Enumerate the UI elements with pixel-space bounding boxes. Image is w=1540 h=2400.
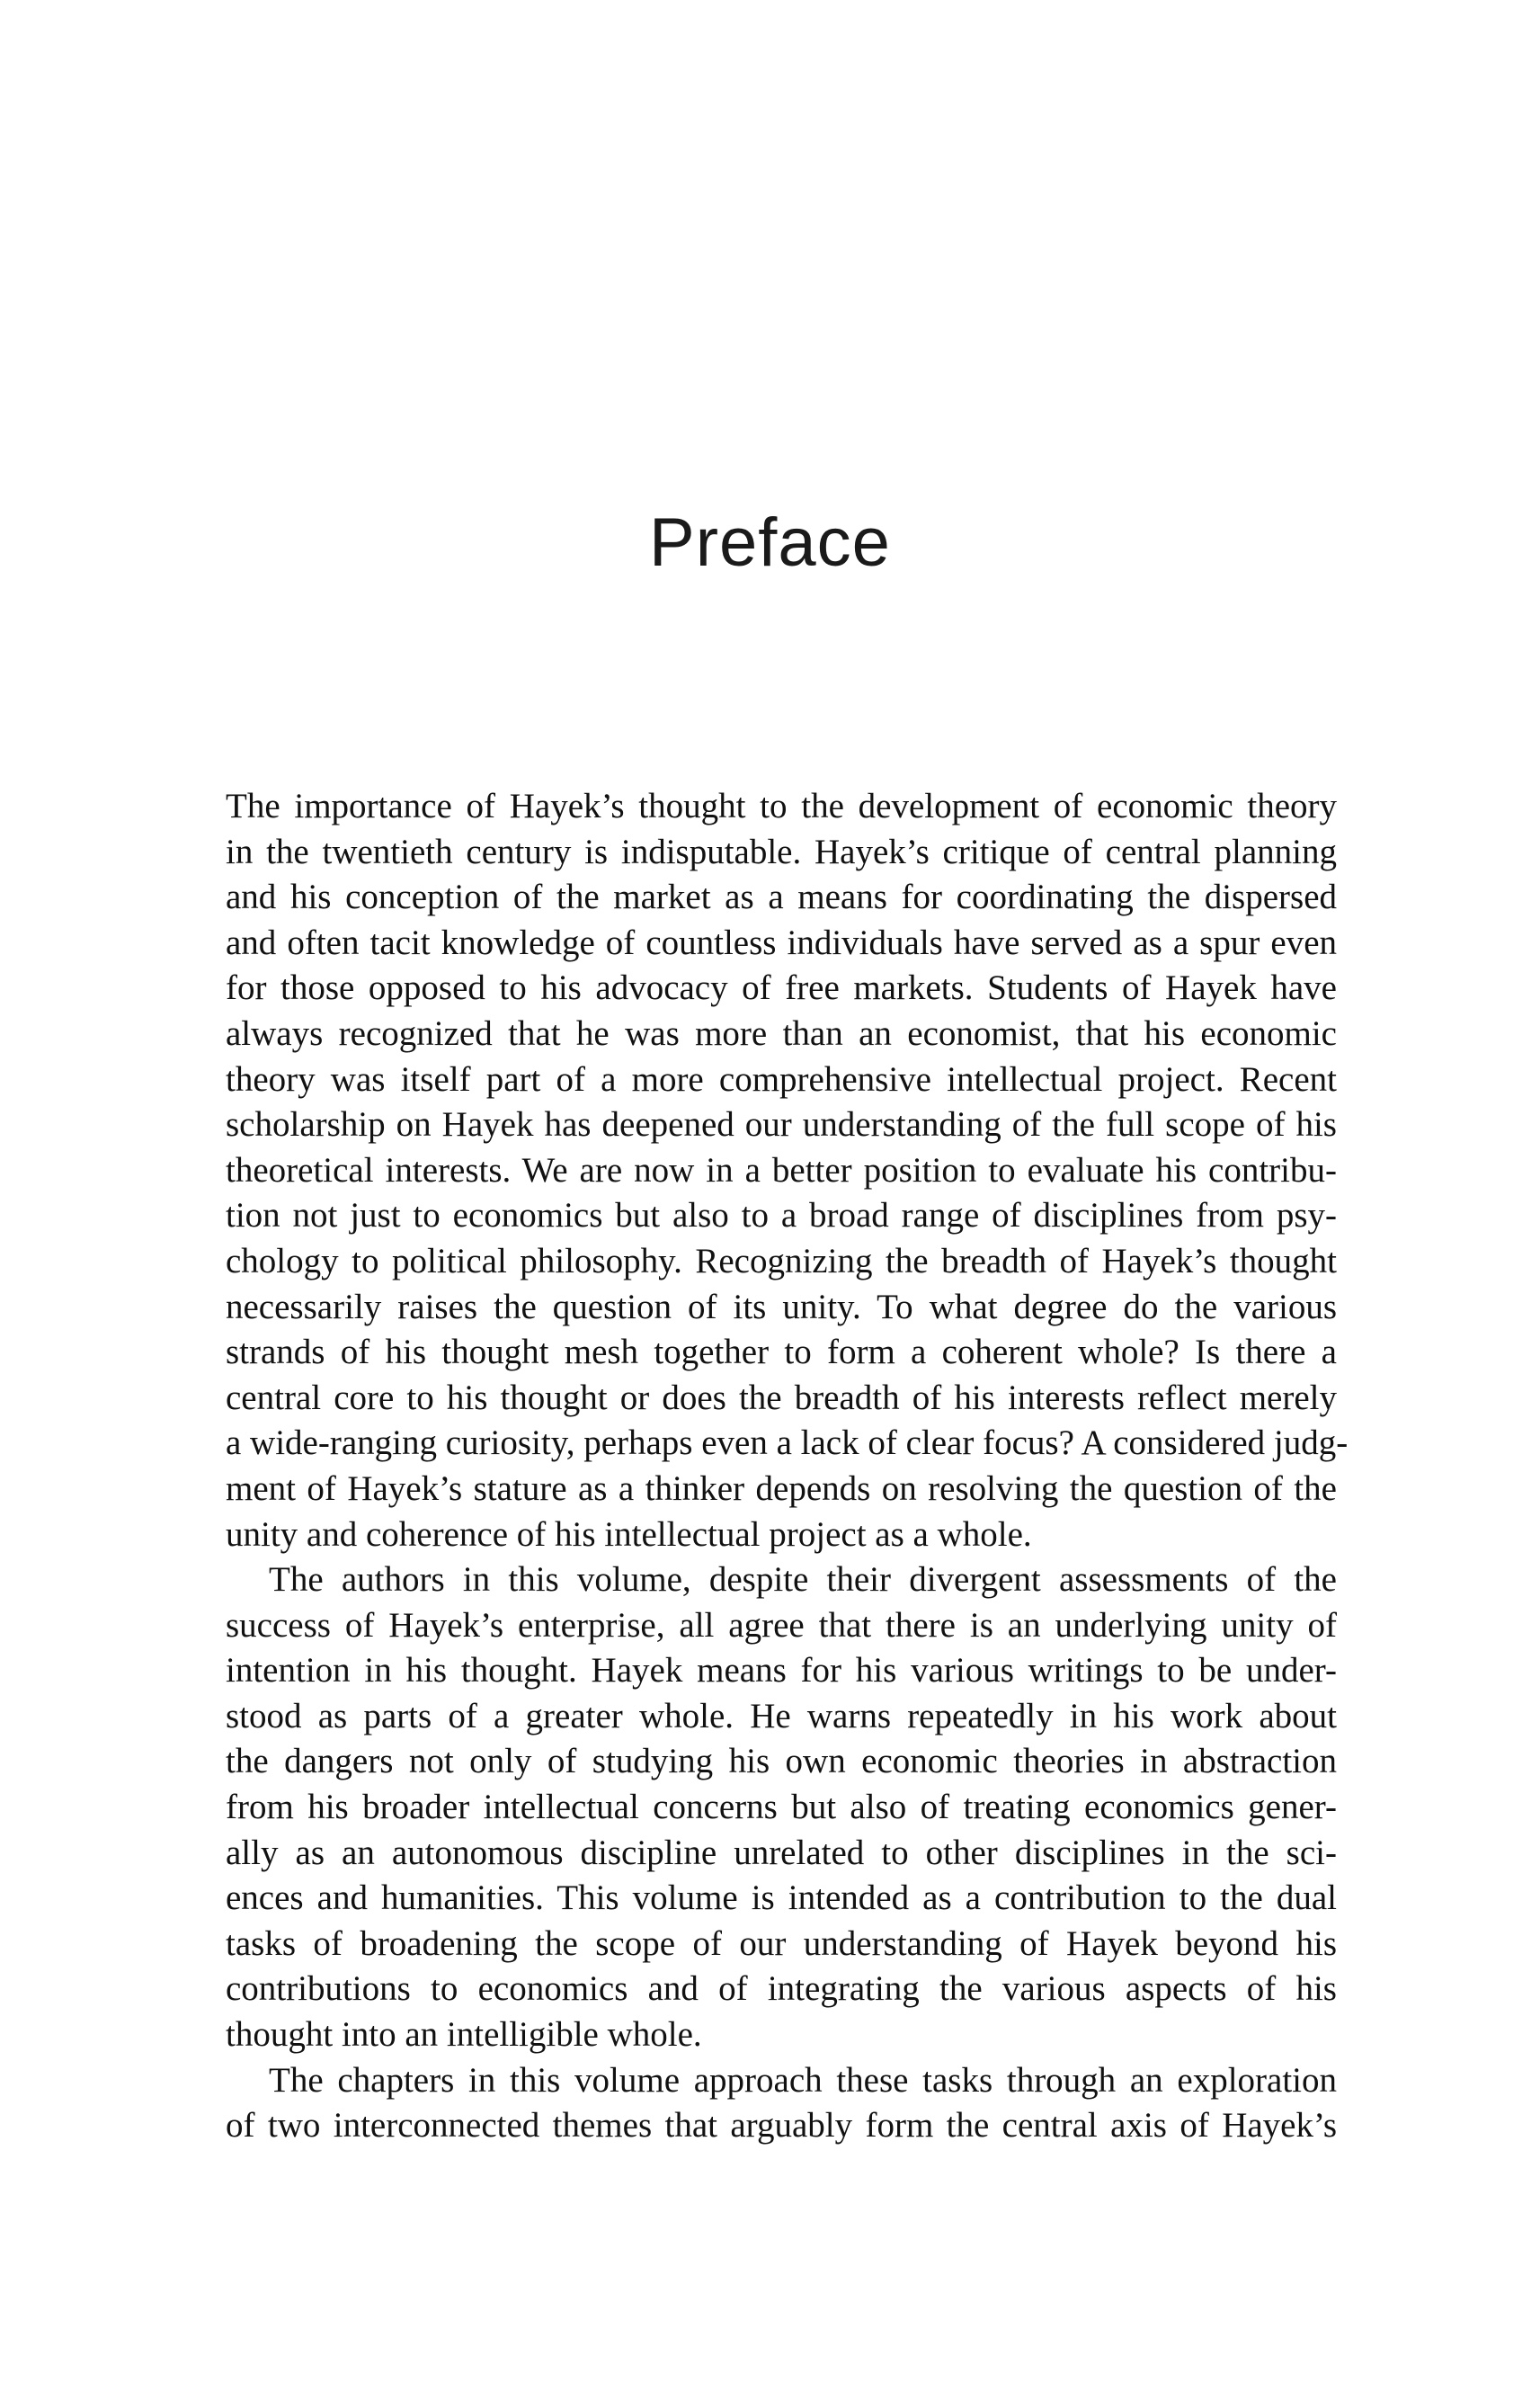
text-line: chology to political philosophy. Recognizing the breadth of Hayek’s thought bbox=[226, 1241, 1337, 1280]
text-line: of two interconnected themes that arguably form the central axis of Hayek’s bbox=[226, 2106, 1337, 2146]
text-line: intention in his thought. Hayek means for his various writings to be under- bbox=[226, 1651, 1337, 1691]
text-line: scholarship on Hayek has deepened our understanding of the full scope of his bbox=[226, 1105, 1337, 1145]
text-line: The importance of Hayek’s thought to the development of economic theory bbox=[226, 787, 1337, 825]
text-line: The chapters in this volume approach these tasks through an exploration bbox=[269, 2060, 1337, 2100]
text-line: necessarily raises the question of its unity. To what degree do the various bbox=[226, 1287, 1337, 1326]
text-line: the dangers not only of studying his own economic theories in abstraction bbox=[226, 1742, 1337, 1781]
text-line: for those opposed to his advocacy of free markets. Students of Hayek have bbox=[226, 968, 1337, 1008]
text-line: tasks of broadening the scope of our understanding of Hayek beyond his bbox=[226, 1923, 1337, 1963]
text-line: and his conception of the market as a means for coordinating the dispersed bbox=[226, 878, 1337, 917]
text-line: contributions to economics and of integrating the various aspects of his bbox=[226, 1969, 1337, 2009]
text-line: stood as parts of a greater whole. He warns repeatedly in his work about bbox=[226, 1696, 1337, 1735]
page-title: Preface bbox=[649, 504, 891, 581]
text-line: ment of Hayek’s stature as a thinker depends on resolving the question of the bbox=[226, 1468, 1337, 1508]
text-line: always recognized that he was more than an economist, that his economic bbox=[226, 1013, 1337, 1053]
text-line: thought into an intelligible whole. bbox=[226, 2015, 702, 2055]
text-line: central core to his thought or does the breadth of his interests reflect merely bbox=[226, 1378, 1337, 1417]
body-text bbox=[226, 784, 1349, 2149]
text-line: ences and humanities. This volume is intended as a contribution to the dual bbox=[226, 1878, 1337, 1918]
paragraph-2 bbox=[226, 1557, 1337, 2058]
paragraph-1 bbox=[226, 784, 1349, 1557]
text-line: in the twentieth century is indisputable. Hayek’s critique of central planning bbox=[226, 832, 1337, 871]
text-line: strands of his thought mesh together to form a coherent whole? Is there a bbox=[226, 1333, 1337, 1372]
text-line: success of Hayek’s enterprise, all agree that there is an underlying unity of bbox=[226, 1605, 1337, 1645]
text-line: a wide-ranging curiosity, perhaps even a lack of clear focus? A considered judg- bbox=[226, 1423, 1349, 1463]
text-line: The authors in this volume, despite their divergent assessments of the bbox=[269, 1560, 1337, 1600]
text-line: unity and coherence of his intellectual project as a whole. bbox=[226, 1514, 1032, 1554]
paragraph-3 bbox=[226, 2058, 1337, 2149]
text-line: theory was itself part of a more comprehensive intellectual project. Recent bbox=[226, 1059, 1337, 1099]
text-line: tion not just to economics but also to a broad range of disciplines from psy- bbox=[226, 1196, 1337, 1236]
text-line: and often tacit knowledge of countless individuals have served as a spur even bbox=[226, 923, 1337, 962]
text-line: from his broader intellectual concerns but also of treating economics gener- bbox=[226, 1788, 1337, 1827]
text-line: theoretical interests. We are now in a better position to evaluate his contribu- bbox=[226, 1150, 1337, 1190]
text-line: ally as an autonomous discipline unrelated to other disciplines in the sci- bbox=[226, 1833, 1337, 1872]
